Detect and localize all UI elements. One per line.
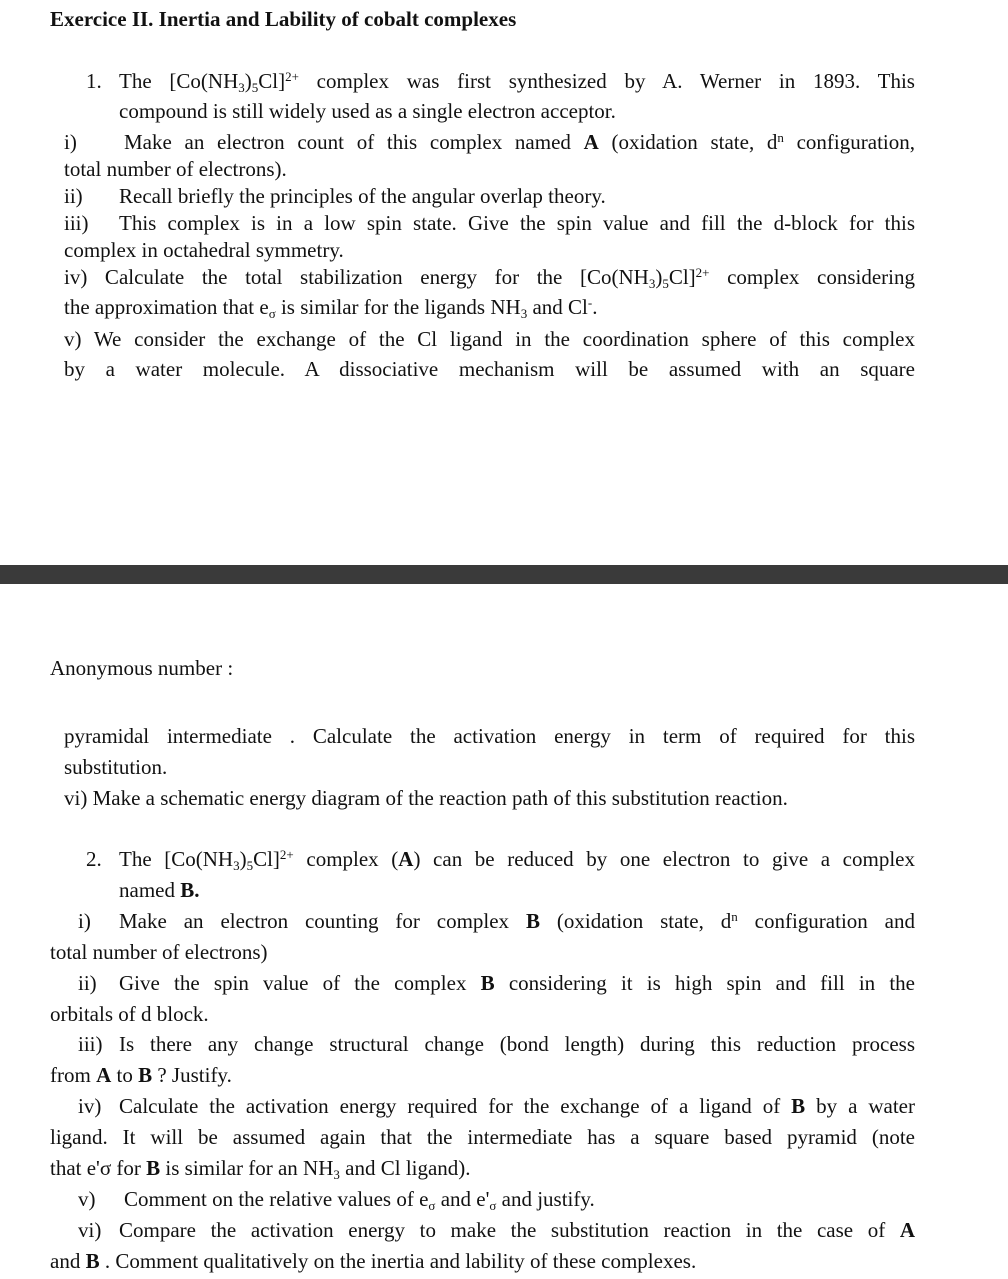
q2-intro-line1: The $[Co(NH_3)_5Cl]^{2+}$ complex (A) can be reduced by one electron to give a complex — [119, 847, 915, 873]
q1-iv-line1: iv) Calculate the total stabilization energy for the $[Co(NH_3)_5Cl]^{2+}$ complex considering — [64, 265, 915, 291]
q2-iv-line2: ligand. It will be assumed again that the intermediate has a square based pyramid (note — [50, 1125, 915, 1149]
q1-number: 1. — [86, 69, 102, 93]
q2-number: 2. — [86, 847, 102, 871]
q1-v-line2: by a water molecule. A dissociative mechanism will be assumed with an square — [64, 357, 915, 381]
q1-ii-text: Recall briefly the principles of the angular overlap theory. — [119, 184, 606, 208]
anonymous-number-label: Anonymous number : — [50, 656, 234, 680]
q1-i-number: i) — [64, 130, 77, 154]
q1-vi-text: vi) Make a schematic energy diagram of the reaction path of this substitution reaction. — [64, 786, 788, 810]
q2-iv-number: iv) — [78, 1094, 102, 1118]
q2-v-number: v) — [78, 1187, 96, 1211]
q2-iv-line3: that e'σ for B is similar for an $NH_3$ and Cl ligand). — [50, 1156, 471, 1182]
q2-vi-number: vi) — [78, 1218, 102, 1242]
q2-iv-line1: Calculate the activation energy required for the exchange of a ligand of B by a water — [119, 1094, 915, 1118]
q1-i-line1: Make an electron count of this complex named A (oxidation state, $d^n$ configuration, — [124, 130, 915, 154]
q1-v-line1: v) We consider the exchange of the Cl ligand in the coordination sphere of this complex — [64, 327, 915, 351]
q1-iii-number: iii) — [64, 211, 89, 235]
q1-v-line3: pyramidal intermediate . Calculate the activation energy in term of required for this — [64, 724, 915, 748]
q2-vi-line1: Compare the activation energy to make the substitution reaction in the case of A — [119, 1218, 915, 1242]
q1-iii-line1: This complex is in a low spin state. Give the spin value and fill the d-block for this — [119, 211, 915, 235]
q1-intro-line1: The $[Co(NH_3)_5Cl]^{2+}$ complex was first synthesized by A. Werner in 1893. This — [119, 69, 915, 95]
q1-iii-line2: complex in octahedral symmetry. — [64, 238, 344, 262]
q2-ii-number: ii) — [78, 971, 97, 995]
q2-iii-line2: from A to B ? Justify. — [50, 1063, 232, 1087]
q1-iv-line2: the approximation that $e_\sigma$ is similar for the ligands $NH_3$ and Cl-. — [64, 295, 598, 321]
q2-vi-line2: and B . Comment qualitatively on the inertia and lability of these complexes. — [50, 1249, 697, 1273]
page-break-divider — [0, 565, 1008, 584]
q1-v-line4: substitution. — [64, 755, 168, 779]
exercise-title: Exercice II. Inertia and Lability of cobalt complexes — [50, 7, 517, 31]
q2-i-line1: Make an electron counting for complex B (oxidation state, $d^n$ configuration and — [119, 909, 916, 933]
q1-intro-line2: compound is still widely used as a single electron acceptor. — [119, 99, 616, 123]
q2-ii-line1: Give the spin value of the complex B considering it is high spin and fill in the — [119, 971, 915, 995]
q1-i-line2: total number of electrons). — [64, 157, 287, 181]
q2-iii-line1: Is there any change structural change (bond length) during this reduction process — [119, 1032, 915, 1056]
q1-ii-number: ii) — [64, 184, 83, 208]
q2-iii-number: iii) — [78, 1032, 103, 1056]
q2-intro-line2: named B. — [119, 878, 200, 902]
q2-i-number: i) — [78, 909, 91, 933]
q2-ii-line2: orbitals of d block. — [50, 1002, 209, 1026]
q2-i-line2: total number of electrons) — [50, 940, 268, 964]
q2-v-text: Comment on the relative values of $e_\sigma$ and $e'_\sigma$ and justify. — [124, 1187, 595, 1213]
